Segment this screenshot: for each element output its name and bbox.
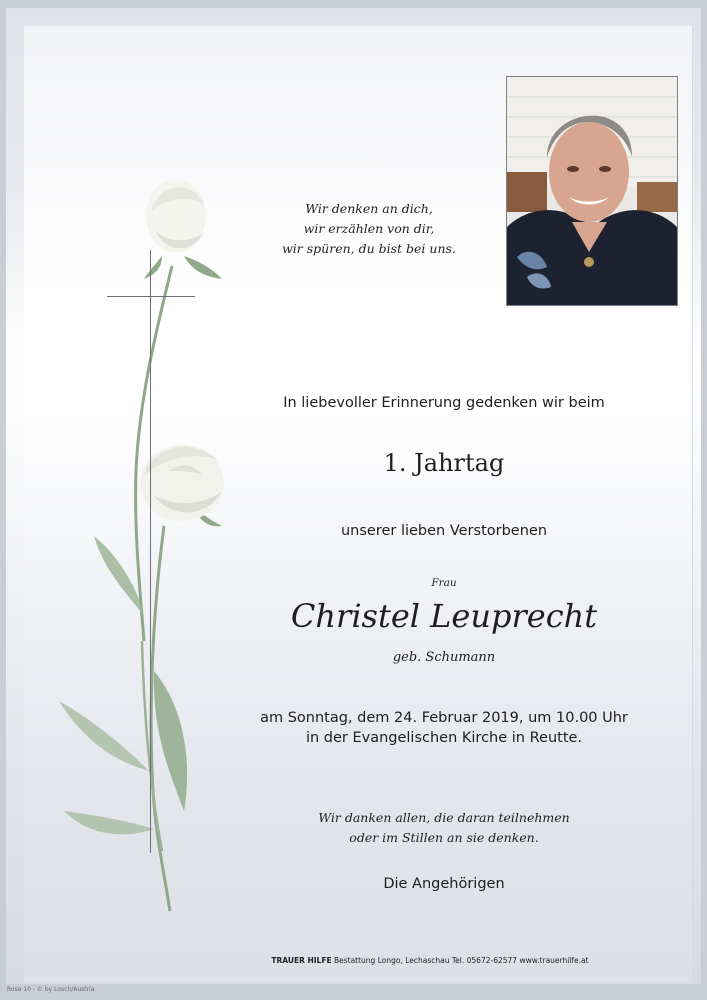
service-date: am Sonntag, dem 24. Februar 2019, um 10.00 Uhr <box>260 710 628 726</box>
thanks-line: Wir danken allen, die daran teilnehmen <box>318 810 570 825</box>
thanks-line: oder im Stillen an sie denken. <box>349 830 539 845</box>
image-credit: Rose 10 - © by Losch/Austria <box>7 986 95 993</box>
cross-bar <box>107 296 195 297</box>
page-background <box>6 8 701 984</box>
maiden-name: geb. Schumann <box>392 650 496 665</box>
service-location: in der Evangelischen Kirche in Reutte. <box>305 730 583 746</box>
portrait-photo <box>506 76 678 306</box>
cross-icon <box>150 250 151 853</box>
honorific-title: Frau <box>431 577 457 589</box>
signature: Die Angehörigen <box>383 876 505 892</box>
footer-details: Bestattung Longo, Lechaschau Tel. 05672-62577 www.trauerhilfe.at <box>333 956 589 965</box>
portrait-image <box>507 77 677 305</box>
deceased-name: Christel Leuprecht <box>290 597 598 635</box>
footer-brand: TRAUER HILFE <box>271 956 332 965</box>
poem-line: wir spüren, du bist bei uns. <box>282 241 456 256</box>
memorial-poem <box>274 199 464 259</box>
poem-line: Wir denken an dich, <box>305 201 433 216</box>
poem-line: wir erzählen von dir, <box>303 221 435 236</box>
obituary-card <box>24 26 693 983</box>
relation-text: unserer lieben Verstorbenen <box>340 523 548 539</box>
white-rose-icon <box>44 171 244 931</box>
footer <box>180 956 680 965</box>
intro-text: In liebevoller Erinnerung gedenken wir beim <box>283 395 605 411</box>
occasion-heading: 1. Jahrtag <box>383 449 505 477</box>
